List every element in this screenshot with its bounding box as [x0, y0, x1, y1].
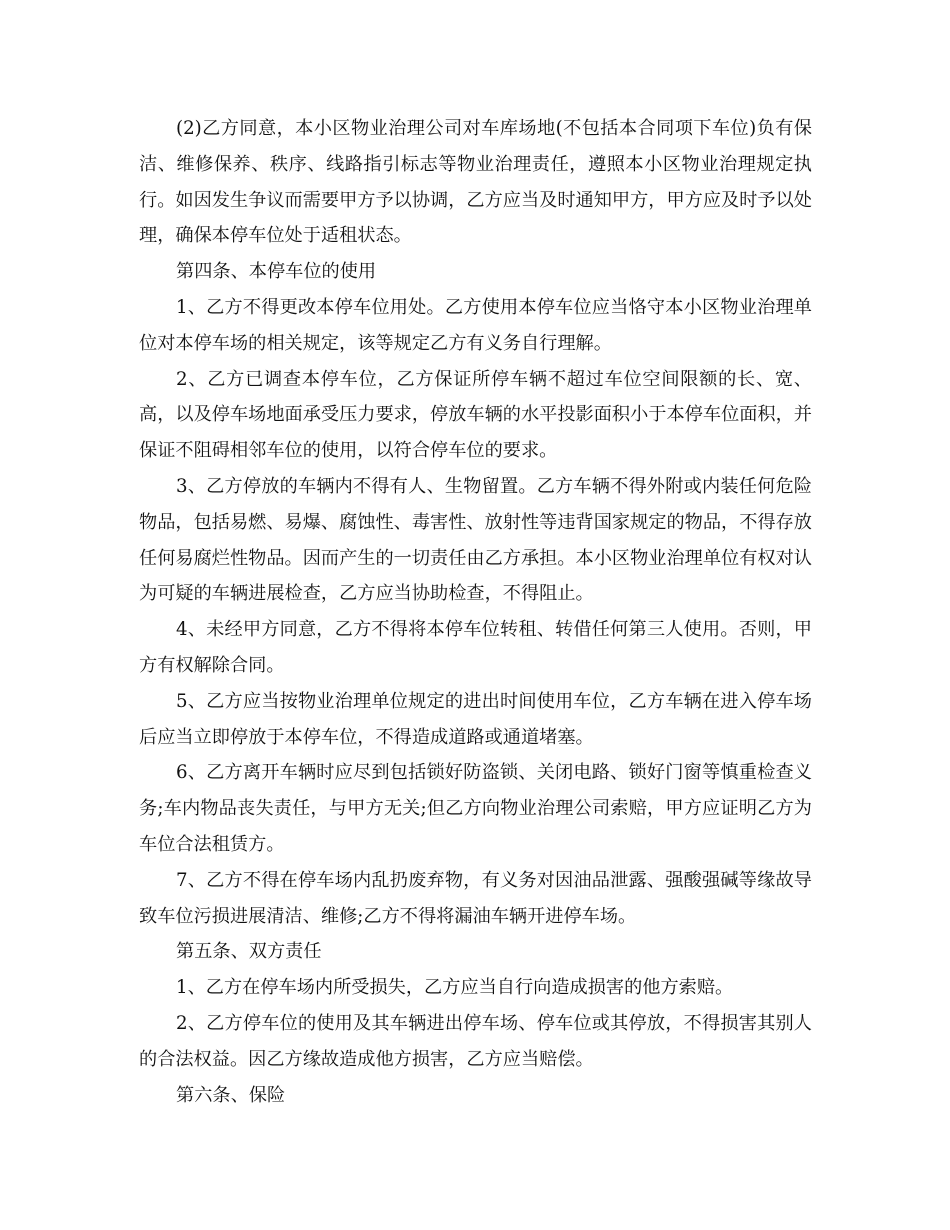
heading-article-5: 第五条、双方责任: [176, 941, 322, 963]
paragraph-article-4-item-5: 5、乙方应当按物业治理单位规定的进出时间使用车位，乙方车辆在进入停车场后应当立即停放于本停车位，不得造成道路或通道堵塞。: [139, 690, 812, 748]
document-body: [139, 111, 812, 1113]
paragraph-article-4-item-6: 6、乙方离开车辆时应尽到包括锁好防盗锁、关闭电路、锁好门窗等慎重检查义务;车内物品丧失责任，与甲方无关;但乙方向物业治理公司索赔，甲方应证明乙方为车位合法租赁方。: [139, 762, 812, 855]
paragraph-article-4-item-3: 3、乙方停放的车辆内不得有人、生物留置。乙方车辆不得外附或内装任何危险物品，包括易燃、易爆、腐蚀性、毒害性、放射性等违背国家规定的物品，不得存放任何易腐烂性物品。因而产生的一切责任由乙方承担。本小区物业治理单位有权对认为可疑的车辆进展检查，乙方应当协助检查，不得阻止。: [139, 475, 812, 605]
heading-article-4: 第四条、本停车位的使用: [176, 261, 377, 283]
paragraph-article-4-item-1: 1、乙方不得更改本停车位用处。乙方使用本停车位应当恪守本小区物业治理单位对本停车场的相关规定，该等规定乙方有义务自行理解。: [139, 296, 812, 354]
paragraph-article-4-item-2: 2、乙方已调查本停车位，乙方保证所停车辆不超过车位空间限额的长、宽、高，以及停车场地面承受压力要求，停放车辆的水平投影面积小于本停车位面积，并保证不阻碍相邻车位的使用，以符合停车位的要求。: [139, 368, 812, 462]
heading-article-6: 第六条、保险: [176, 1084, 286, 1106]
paragraph-clause-3-2: (2)乙方同意，本小区物业治理公司对车库场地(不包括本合同项下车位)负有保洁、维修保养、秩序、线路指引标志等物业治理责任，遵照本小区物业治理规定执行。如因发生争议而需要甲方予以协调，乙方应当及时通知甲方，甲方应及时予以处理，确保本停车位处于适租状态。: [139, 118, 812, 247]
paragraph-article-5-item-1: 1、乙方在停车场内所受损失，乙方应当自行向造成损害的他方索赔。: [176, 977, 734, 999]
paragraph-article-5-item-2: 2、乙方停车位的使用及其车辆进出停车场、停车位或其停放，不得损害其别人的合法权益。因乙方缘故造成他方损害，乙方应当赔偿。: [139, 1012, 812, 1070]
paragraph-article-4-item-4: 4、未经甲方同意，乙方不得将本停车位转租、转借任何第三人使用。否则，甲方有权解除合同。: [139, 619, 812, 676]
paragraph-article-4-item-7: 7、乙方不得在停车场内乱扔废弃物，有义务对因油品泄露、强酸强碱等缘故导致车位污损进展清洁、维修;乙方不得将漏油车辆开进停车场。: [139, 869, 812, 927]
